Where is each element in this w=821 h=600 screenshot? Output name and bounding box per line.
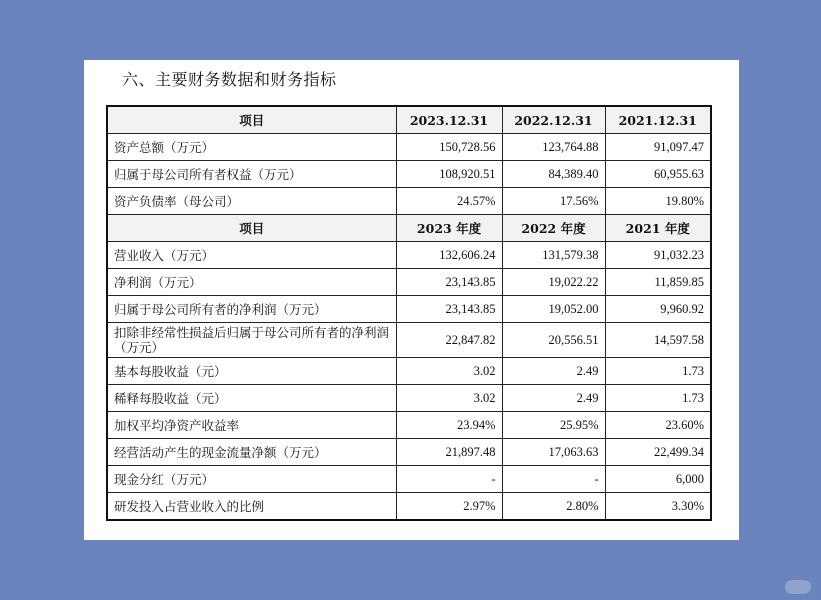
row-label: 归属于母公司所有者的净利润（万元） [107, 296, 396, 323]
value-2021: 9,960.92 [605, 296, 711, 323]
header-cell: 2021.12.31 [605, 106, 711, 134]
value-2023: 3.02 [396, 358, 502, 385]
document-page [84, 60, 739, 540]
row-label: 资产总额（万元） [107, 134, 396, 161]
header-cell: 2023 年度 [396, 215, 502, 242]
table-row [107, 134, 711, 161]
row-label: 资产负债率（母公司） [107, 188, 396, 215]
table-row [107, 493, 711, 521]
row-label: 经营活动产生的现金流量净额（万元） [107, 439, 396, 466]
row-label: 净利润（万元） [107, 269, 396, 296]
value-2023: 3.02 [396, 385, 502, 412]
value-2023: - [396, 466, 502, 493]
row-label: 研发投入占营业收入的比例 [107, 493, 396, 521]
table-row [107, 385, 711, 412]
table-header-row-income [107, 215, 711, 242]
value-2021: 1.73 [605, 358, 711, 385]
value-2022: 19,052.00 [502, 296, 605, 323]
table-row [107, 358, 711, 385]
value-2023: 132,606.24 [396, 242, 502, 269]
value-2023: 150,728.56 [396, 134, 502, 161]
value-2022: 25.95% [502, 412, 605, 439]
value-2021: 14,597.58 [605, 323, 711, 358]
table-row [107, 296, 711, 323]
value-2022: 2.49 [502, 385, 605, 412]
row-label: 归属于母公司所有者权益（万元） [107, 161, 396, 188]
value-2021: 11,859.85 [605, 269, 711, 296]
value-2021: 23.60% [605, 412, 711, 439]
value-2023: 24.57% [396, 188, 502, 215]
table-row [107, 439, 711, 466]
value-2021: 60,955.63 [605, 161, 711, 188]
row-label: 稀释每股收益（元） [107, 385, 396, 412]
value-2021: 6,000 [605, 466, 711, 493]
value-2021: 91,032.23 [605, 242, 711, 269]
table-row [107, 188, 711, 215]
value-2021: 91,097.47 [605, 134, 711, 161]
table-row [107, 323, 711, 358]
row-label: 基本每股收益（元） [107, 358, 396, 385]
value-2023: 21,897.48 [396, 439, 502, 466]
header-cell: 项目 [107, 106, 396, 134]
value-2023: 23,143.85 [396, 296, 502, 323]
value-2022: 131,579.38 [502, 242, 605, 269]
header-cell: 2021 年度 [605, 215, 711, 242]
value-2022: 17.56% [502, 188, 605, 215]
table-header-row-balance [107, 106, 711, 134]
value-2022: 17,063.63 [502, 439, 605, 466]
table-row [107, 269, 711, 296]
value-2023: 23,143.85 [396, 269, 502, 296]
value-2022: 2.49 [502, 358, 605, 385]
value-2021: 22,499.34 [605, 439, 711, 466]
row-label: 加权平均净资产收益率 [107, 412, 396, 439]
value-2022: 20,556.51 [502, 323, 605, 358]
financial-table [106, 105, 712, 521]
table-row [107, 412, 711, 439]
value-2022: 2.80% [502, 493, 605, 521]
value-2023: 2.97% [396, 493, 502, 521]
header-cell: 2022 年度 [502, 215, 605, 242]
value-2022: 84,389.40 [502, 161, 605, 188]
value-2022: - [502, 466, 605, 493]
value-2021: 1.73 [605, 385, 711, 412]
value-2023: 22,847.82 [396, 323, 502, 358]
value-2021: 3.30% [605, 493, 711, 521]
watermark-badge [785, 580, 811, 594]
header-cell: 2022.12.31 [502, 106, 605, 134]
header-cell: 项目 [107, 215, 396, 242]
value-2021: 19.80% [605, 188, 711, 215]
row-label: 扣除非经常性损益后归属于母公司所有者的净利润（万元） [107, 323, 396, 358]
value-2022: 19,022.22 [502, 269, 605, 296]
value-2023: 23.94% [396, 412, 502, 439]
table-row [107, 161, 711, 188]
value-2023: 108,920.51 [396, 161, 502, 188]
table-row [107, 466, 711, 493]
table-row [107, 242, 711, 269]
section-heading: 六、主要财务数据和财务指标 [122, 70, 337, 89]
value-2022: 123,764.88 [502, 134, 605, 161]
row-label: 营业收入（万元） [107, 242, 396, 269]
header-cell: 2023.12.31 [396, 106, 502, 134]
row-label: 现金分红（万元） [107, 466, 396, 493]
